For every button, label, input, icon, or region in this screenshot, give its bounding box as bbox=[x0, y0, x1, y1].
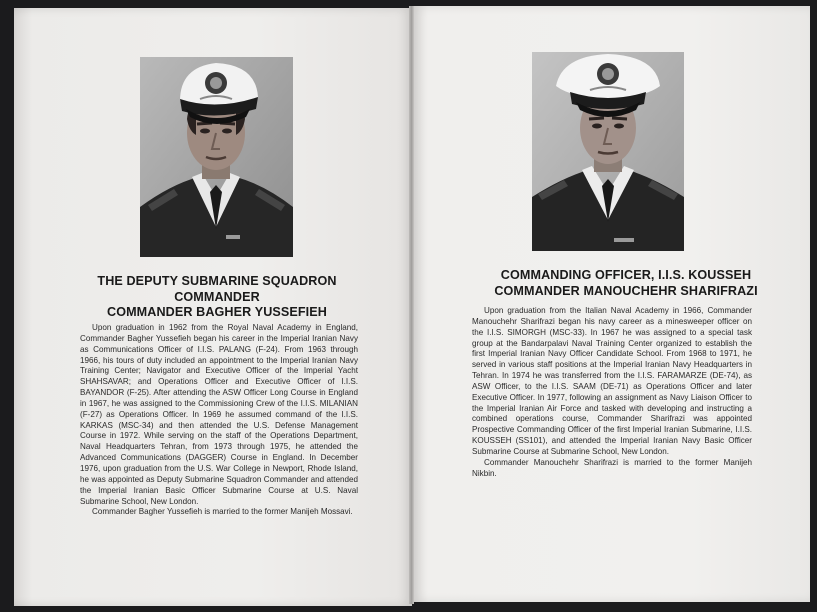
right-biography bbox=[472, 306, 752, 480]
left-heading-line: COMMANDER bbox=[174, 289, 260, 304]
right-heading bbox=[456, 268, 796, 299]
portrait-left bbox=[140, 57, 293, 257]
book-spine bbox=[409, 6, 414, 604]
right-heading-line: COMMANDER MANOUCHEHR SHARIFRAZI bbox=[494, 283, 758, 298]
biography-paragraph: Upon graduation from the Italian Naval Academy in 1966, Commander Manouchehr Sharifrazi began his navy career as a minesweeper officer on the I.I.S. SIMORGH (MSC-33). In 1967 he was assigned to a special task group at the Bandarpalavi Naval Training Center organized to establish the first Imperial Iranian Navy Officer Candidate School. From 1968 to 1971, he served in various staff positions at the Imperial Iranian Navy Headquarters in Tehran. In 1974 he was transferred from the I.I.S. FARAMARZE (DE-74), as ASW Officer, to the I.I.S. SAAM (DE-71) as Operations Officer and later Executive Officer. In 1977, following an assignment as Navy Liaison Officer to the Imperial Iranian Air Force and tasked with developing and instructing a combined operations course, Commander Sharifrazi was appointed Prospective Commanding Officer of the first Imperial Iranian Submarine, I.I.S. KOUSSEH (SS101), and attended the Imperial Iranian Navy Basic Officer Submarine Course at Submarine School, New London. bbox=[472, 306, 752, 456]
right-heading-line: COMMANDING OFFICER, I.I.S. KOUSSEH bbox=[500, 268, 752, 282]
biography-paragraph: Commander Manouchehr Sharifrazi is married to the former Manijeh Nikbin. bbox=[472, 457, 752, 478]
portrait-right bbox=[532, 52, 684, 251]
left-heading-line: COMMANDER BAGHER YUSSEFIEH bbox=[107, 305, 327, 319]
biography-paragraph: Upon graduation in 1962 from the Royal Naval Academy in England, Commander Bagher Yussefieh began his career in the Imperial Iranian Navy as Communications Officer of I.I.S. PALANG (F-24). From 1963 through 1966, his tours of duty included an appointment to the Imperial Iranian Navy Training Center; Navigator and Executive Officer of the Imperial Yacht SHAHSAVAR; and Operations Officer and Executive Officer of I.I.S. BAYANDOR (F-25). After attending the ASW Officer Long Course in England in 1967, he was assigned to the Commissioning Crew of the I.I.S. MILANIAN (F-27) as Operations Officer. In 1969 he assumed command of the I.I.S. KARKAS (MSC-34) and then attended the U.S. Defense Management Course in 1972. While serving on the staff of the Operations Department, Naval Headquarters Tehran, from 1973 through 1975, he attended the Advanced Communications (DAGGER) Course in England. In December 1976, upon graduation from the U.S. War College in Newport, Rhode Island, he was appointed as Deputy Submarine Squadron Commander and attended the Imperial Iranian Basic Officer Submarine Course at U.S. Naval Submarine School, New London. bbox=[80, 323, 358, 506]
left-biography bbox=[80, 323, 358, 518]
left-heading bbox=[60, 274, 374, 321]
biography-paragraph: Commander Bagher Yussefieh is married to the former Manijeh Mossavi. bbox=[92, 507, 353, 517]
left-heading-line: THE DEPUTY SUBMARINE SQUADRON bbox=[97, 274, 337, 288]
